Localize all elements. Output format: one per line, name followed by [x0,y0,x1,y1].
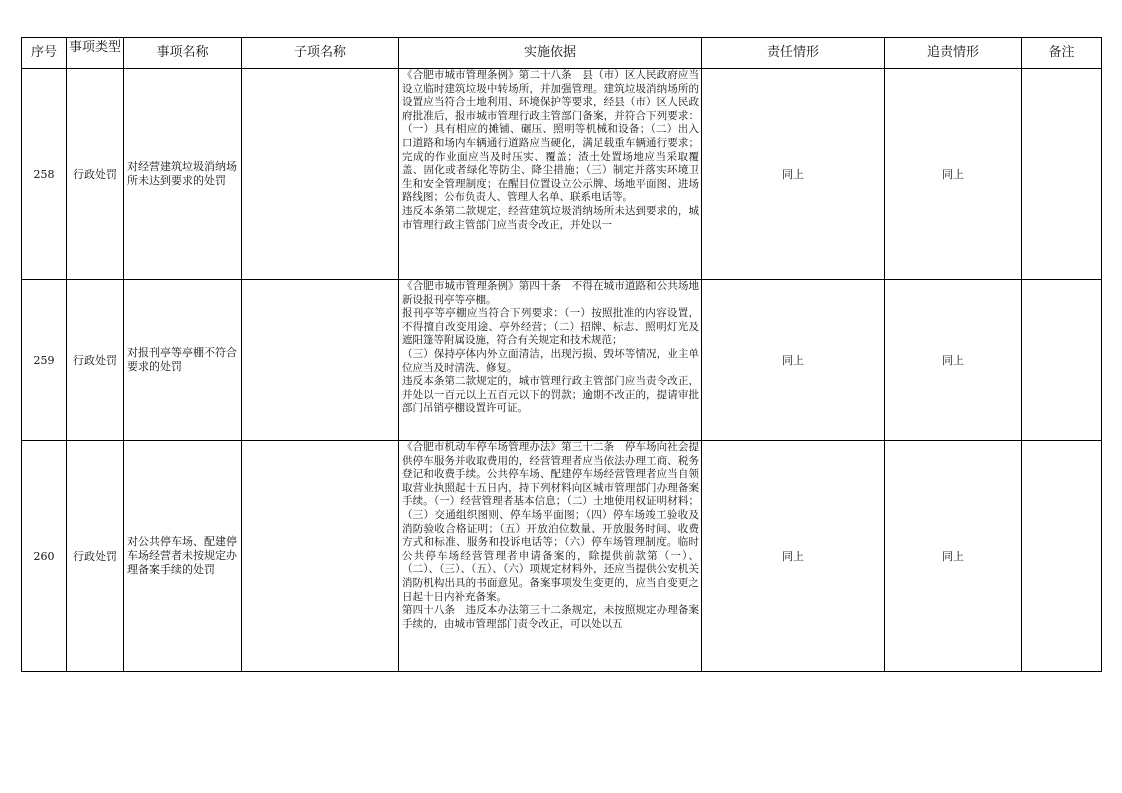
header-no: 序号 [22,38,67,69]
row-item-name: 对报刊亭等亭棚不符合要求的处罚 [124,280,242,441]
row-type: 行政处罚 [67,280,124,441]
row-accountability: 同上 [885,441,1022,672]
row-number: 258 [22,69,67,280]
table-row [22,280,1102,441]
basis-paragraph: （三）保持亭体内外立面清洁，出现污损、毁坏等情况，业主单位应当及时清洗、修复。 [402,347,699,374]
basis-paragraph: 报刊亭等亭棚应当符合下列要求：（一）按照批准的内容设置，不得擅自改变用途、亭外经营；（二）招牌、标志、照明灯光及遮阳篷等附属设施，符合有关规定和技术规范； [402,307,699,347]
row-accountability: 同上 [885,69,1022,280]
row-basis [399,69,702,280]
row-sub-name [242,280,399,441]
row-accountability: 同上 [885,280,1022,441]
row-remark [1022,280,1102,441]
table-row [22,441,1102,672]
basis-paragraph: 第四十八条 违反本办法第三十二条规定，未按照规定办理备案手续的，由城市管理部门责令改正，可以处以五 [402,604,699,630]
row-remark [1022,69,1102,280]
basis-paragraph: 《合肥市城市管理条例》第四十条 不得在城市道路和公共场地新设报刊亭等亭棚。 [402,280,699,306]
row-item-name: 对经营建筑垃圾消纳场所未达到要求的处罚 [124,69,242,280]
basis-paragraph: 违反本条第二款规定，经营建筑垃圾消纳场所未达到要求的，城市管理行政主管部门应当责令改正，并处以一 [402,204,699,231]
header-basis: 实施依据 [399,38,702,69]
header-remark: 备注 [1022,38,1102,69]
basis-paragraph: 《合肥市城市管理条例》第二十八条 县（市）区人民政府应当设立临时建筑垃圾中转场所，并加强管理。建筑垃圾消纳场所的设置应当符合土地利用、环境保护等要求，经县（市）区人民政府批准后，报市城市管理行政主管部门备案，并符合下列要求：（一）具有相应的摊铺、碾压、照明等机械和设备；（二）出入口道路和场内车辆通行道路应当硬化，满足载重车辆通行要求；完成的作业面应当及时压实、覆盖；渣土处置场地应当采取覆盖、固化或者绿化等防尘、降尘措施；（三）制定并落实环境卫生和安全管理制度；在醒目位置设立公示牌、场地平面图、进场路线图；公布负责人、管理人名单、联系电话等。 [402,69,699,204]
header-type: 事项类型 [67,38,124,69]
row-item-name: 对公共停车场、配建停车场经营者未按规定办理备案手续的处罚 [124,441,242,672]
header-row [22,38,1102,69]
table-row [22,69,1102,280]
row-responsibility: 同上 [702,69,885,280]
row-responsibility: 同上 [702,441,885,672]
row-type: 行政处罚 [67,69,124,280]
row-remark [1022,441,1102,672]
enforcement-items-table [21,37,1102,672]
basis-paragraph: 违反本条第二款规定的，城市管理行政主管部门应当责令改正，并处以一百元以上五百元以下的罚款；逾期不改正的，提请审批部门吊销亭棚设置许可证。 [402,375,699,415]
basis-paragraph: 《合肥市机动车停车场管理办法》第三十二条 停车场向社会提供停车服务并收取费用的，经营管理者应当依法办理工商、税务登记和收费手续。公共停车场、配建停车场经营管理者应当自领取营业执照起十五日内，持下列材料向区城市管理部门办理备案手续。（一）经营管理者基本信息；（二）土地使用权证明材料；（三）交通组织图则、停车场平面图；（四）停车场竣工验收及消防验收合格证明；（五）开放泊位数量、开放服务时间、收费方式和标准、服务和投诉电话等；（六）停车场管理制度。临时公共停车场经营管理者申请备案的，除提供前款第（一）、（二）、（三）、（五）、（六）项规定材料外，还应当提供公安机关消防机构出具的书面意见。备案事项发生变更的，应当自变更之日起十日内补充备案。 [402,441,699,603]
header-resp: 责任情形 [702,38,885,69]
header-name: 事项名称 [124,38,242,69]
row-sub-name [242,441,399,672]
header-account: 追责情形 [885,38,1022,69]
row-basis [399,280,702,441]
row-number: 259 [22,280,67,441]
header-sub: 子项名称 [242,38,399,69]
row-type: 行政处罚 [67,441,124,672]
row-sub-name [242,69,399,280]
row-number: 260 [22,441,67,672]
row-responsibility: 同上 [702,280,885,441]
row-basis [399,441,702,672]
